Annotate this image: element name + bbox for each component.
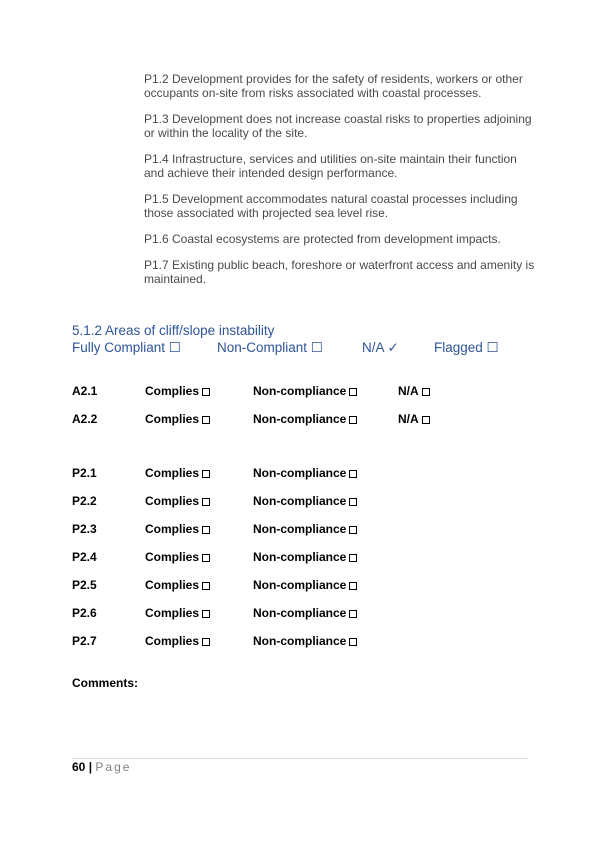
complies-option[interactable]: Complies: [145, 494, 210, 508]
complies-option[interactable]: Complies: [145, 522, 210, 536]
footer-separator: |: [85, 760, 96, 774]
status-non-compliant[interactable]: Non-Compliant ☐: [217, 340, 323, 355]
row-code: P2.2: [72, 494, 97, 508]
na-checkbox[interactable]: [422, 416, 430, 424]
table-row: [0, 494, 599, 510]
complies-option[interactable]: Complies: [145, 634, 210, 648]
non-compliance-checkbox[interactable]: [349, 470, 357, 478]
complies-option[interactable]: Complies: [145, 384, 210, 398]
non-compliance-option[interactable]: Non-compliance: [253, 466, 357, 480]
page-footer: [72, 760, 131, 774]
row-code: A2.2: [72, 412, 98, 426]
row-code: A2.1: [72, 384, 98, 398]
criterion-p1-3: P1.3 Development does not increase coastal risks to properties adjoining or within the locality of the site.: [144, 112, 532, 140]
complies-checkbox[interactable]: [202, 582, 210, 590]
complies-option[interactable]: Complies: [145, 466, 210, 480]
non-compliance-option[interactable]: Non-compliance: [253, 634, 357, 648]
row-code: P2.1: [72, 466, 97, 480]
complies-checkbox[interactable]: [202, 388, 210, 396]
criterion-p1-4: P1.4 Infrastructure, services and utilities on-site maintain their function and achieve their intended design performance.: [144, 152, 517, 180]
complies-option[interactable]: Complies: [145, 606, 210, 620]
row-code: P2.4: [72, 550, 97, 564]
complies-checkbox[interactable]: [202, 610, 210, 618]
na-option[interactable]: N/A: [398, 384, 430, 398]
non-compliance-option[interactable]: Non-compliance: [253, 522, 357, 536]
non-compliance-option[interactable]: Non-compliance: [253, 578, 357, 592]
complies-checkbox[interactable]: [202, 526, 210, 534]
non-compliance-checkbox[interactable]: [349, 610, 357, 618]
table-row: [0, 550, 599, 566]
status-na[interactable]: N/A ✓: [362, 340, 399, 355]
complies-checkbox[interactable]: [202, 554, 210, 562]
complies-option[interactable]: Complies: [145, 412, 210, 426]
criterion-p1-5: P1.5 Development accommodates natural coastal processes including those associated with projected sea level rise.: [144, 192, 518, 220]
table-row: [0, 606, 599, 622]
table-row: [0, 466, 599, 482]
non-compliance-checkbox[interactable]: [349, 388, 357, 396]
non-compliance-checkbox[interactable]: [349, 582, 357, 590]
footer-divider: [72, 758, 528, 759]
criterion-p1-6: P1.6 Coastal ecosystems are protected from development impacts.: [144, 232, 501, 246]
non-compliance-option[interactable]: Non-compliance: [253, 550, 357, 564]
status-flagged[interactable]: Flagged ☐: [434, 340, 499, 355]
complies-checkbox[interactable]: [202, 638, 210, 646]
non-compliance-checkbox[interactable]: [349, 526, 357, 534]
criterion-p1-2: P1.2 Development provides for the safety of residents, workers or other occupants on-site from risks associated with coastal processes.: [144, 72, 523, 100]
na-option[interactable]: N/A: [398, 412, 430, 426]
complies-checkbox[interactable]: [202, 416, 210, 424]
non-compliance-option[interactable]: Non-compliance: [253, 606, 357, 620]
page-label: Page: [95, 760, 132, 774]
criterion-p1-7: P1.7 Existing public beach, foreshore or waterfront access and amenity is maintained.: [144, 258, 535, 286]
row-code: P2.3: [72, 522, 97, 536]
non-compliance-checkbox[interactable]: [349, 416, 357, 424]
table-row: [0, 634, 599, 650]
section-title: 5.1.2 Areas of cliff/slope instability: [72, 323, 275, 338]
non-compliance-option[interactable]: Non-compliance: [253, 412, 357, 426]
row-code: P2.6: [72, 606, 97, 620]
table-row: [0, 522, 599, 538]
table-row: [0, 578, 599, 594]
na-checkbox[interactable]: [422, 388, 430, 396]
complies-checkbox[interactable]: [202, 498, 210, 506]
complies-option[interactable]: Complies: [145, 550, 210, 564]
non-compliance-checkbox[interactable]: [349, 498, 357, 506]
table-row: [0, 412, 599, 428]
comments-label: Comments:: [72, 676, 139, 690]
non-compliance-checkbox[interactable]: [349, 554, 357, 562]
status-fully-compliant[interactable]: Fully Compliant ☐: [72, 340, 181, 355]
complies-option[interactable]: Complies: [145, 578, 210, 592]
row-code: P2.5: [72, 578, 97, 592]
table-row: [0, 384, 599, 400]
non-compliance-checkbox[interactable]: [349, 638, 357, 646]
row-code: P2.7: [72, 634, 97, 648]
complies-checkbox[interactable]: [202, 470, 210, 478]
non-compliance-option[interactable]: Non-compliance: [253, 384, 357, 398]
non-compliance-option[interactable]: Non-compliance: [253, 494, 357, 508]
page-number: 60: [72, 760, 86, 774]
